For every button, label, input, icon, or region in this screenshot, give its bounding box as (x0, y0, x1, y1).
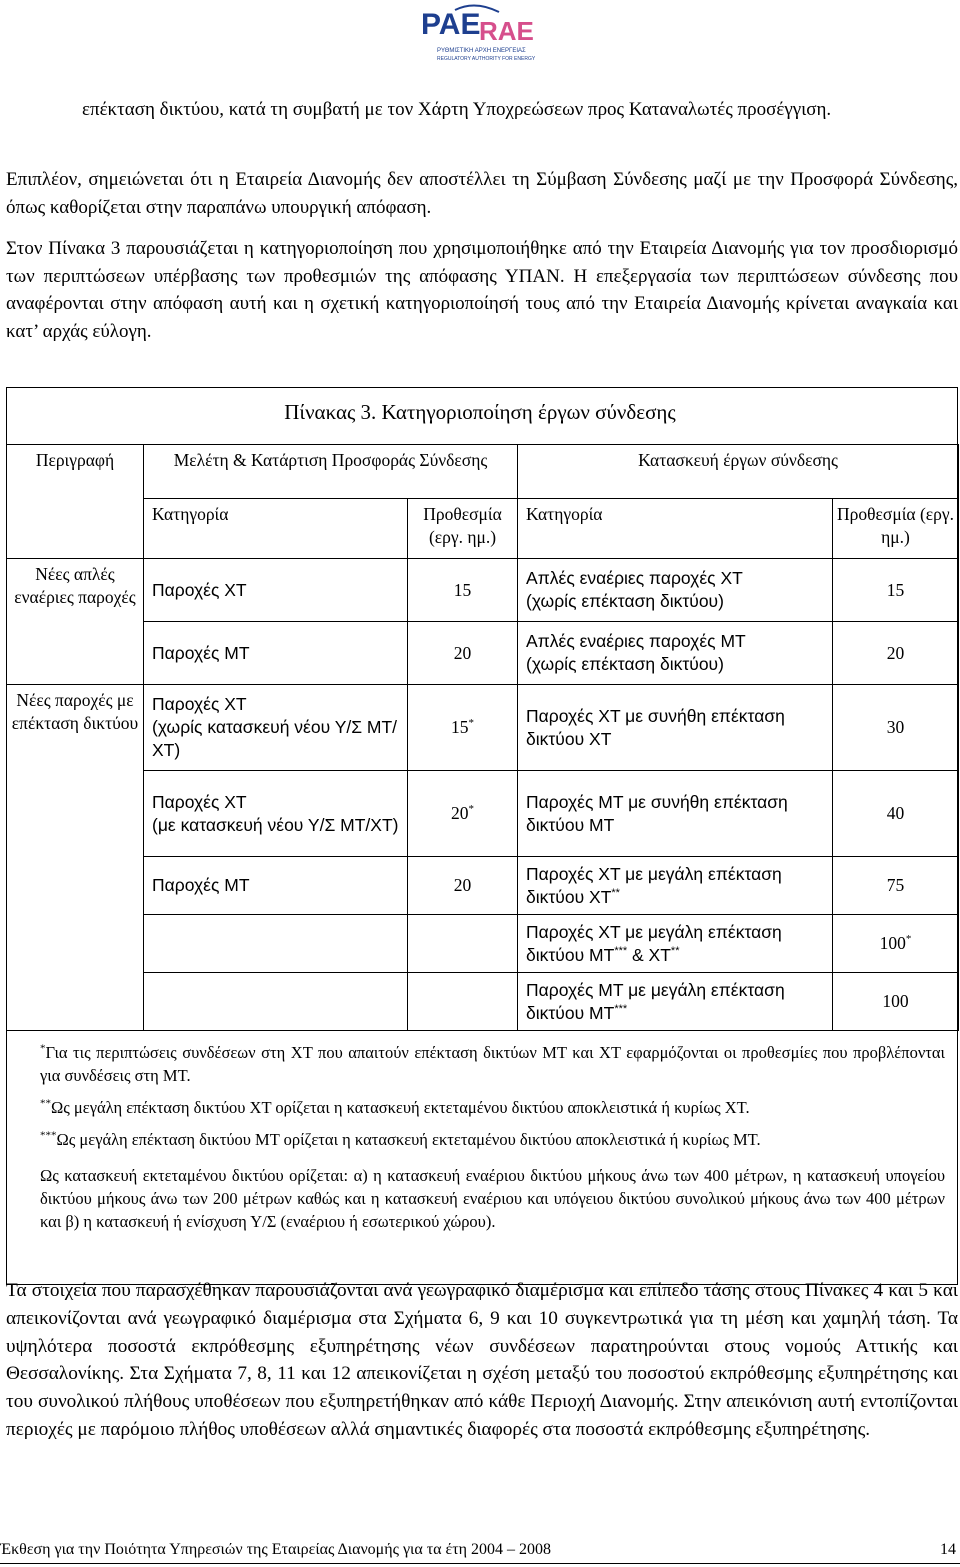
paragraph-1: επέκταση δικτύου, κατά τη συμβατή με τον Χάρτη Υποχρεώσεων προς Καταναλωτές προσέγγιση. (82, 99, 832, 120)
note-4: Ως κατασκευή εκτεταμένου δικτύου ορίζεται: α) η κατασκευή εναέριου δικτύου μήκους άνω των 400 μέτρων, η κατασκευή υπογείου δικτύου μήκους άνω των 200 μέτρων καθώς και η κατασκευή εναέριου και υπόγειου δικτύου συνολικού μήκους άνω των 400 μέτρων και β) η κατασκευή ή ενίσχυση Υ/Σ (εναέριου ή εσωτερικού χώρου). (40, 1166, 945, 1231)
row3-constr-deadline: 30 (833, 685, 959, 771)
row6-deadline-empty (408, 915, 518, 973)
row6-constr-category: Παροχές ΧΤ με μεγάλη επέκταση δικτύου ΜΤ*** & ΧΤ** (518, 915, 833, 973)
note-1: *Για τις περιπτώσεις συνδέσεων στη ΧΤ που απαιτούν επέκταση δικτύων ΜΤ και ΧΤ εφαρμόζονται οι προθεσμίες που προβλέπονται για συνδέσεις στη ΜΤ. (40, 1042, 945, 1085)
row5-study-deadline: 20 (408, 857, 518, 915)
paragraph-3: Στον Πίνακα 3 παρουσιάζεται η κατηγοριοποίηση που χρησιμοποιήθηκε από την Εταιρεία Διανομής για τον προσδιορισμό των περιπτώσεων υπέρβασης των προθεσμιών της απόφασης ΥΠΑΝ. Η επεξεργασία των περιπτώσεων σύνδεσης που αναφέρονται στην απόφαση αυτή και η σχετική κατηγοριοποίησή τους από την Εταιρεία Διανομής κρίνεται αναγκαία και κατ’ αρχάς εύλογη. (6, 238, 958, 342)
row5-constr-deadline: 75 (833, 857, 959, 915)
rae-logo (415, 2, 545, 64)
row3-study-category: Παροχές ΧΤ (χωρίς κατασκευή νέου Υ/Σ ΜΤ/ΧΤ) (144, 685, 408, 771)
row4-study-deadline: 20* (408, 771, 518, 857)
header-constr-category: Κατηγορία (518, 499, 833, 559)
footer-text: Έκθεση για την Ποιότητα Υπηρεσιών της Εταιρείας Διανομής για τα έτη 2004 – 2008 (0, 1541, 552, 1558)
row5-study-category: Παροχές ΜΤ (144, 857, 408, 915)
header-study-deadline: Προθεσμία (εργ. ημ.) (408, 499, 518, 559)
row6-study-empty (144, 915, 408, 973)
logo-line2: REGULATORY AUTHORITY FOR ENERGY (437, 56, 536, 62)
header-constr-deadline: Προθεσμία (εργ. ημ.) (833, 499, 959, 559)
logo-text-rae: RAE (479, 16, 534, 46)
note-2: **Ως μεγάλη επέκταση δικτύου ΧΤ ορίζεται η κατασκευή εκτεταμένου δικτύου αποκλειστικά ή κυρίως ΧΤ. (40, 1097, 750, 1117)
row6-constr-deadline: 100* (833, 915, 959, 973)
note-3: ***Ως μεγάλη επέκταση δικτύου ΜΤ ορίζεται η κατασκευή εκτεταμένου δικτύου αποκλειστικά ή κυρίως ΜΤ. (40, 1129, 761, 1149)
header-description: Περιγραφή (7, 445, 144, 559)
paragraph-4: Τα στοιχεία που παρασχέθηκαν παρουσιάζονται ανά γεωγραφικό διαμέρισμα και επίπεδο τάσης στους Πίνακες 4 και 5 και απεικονίζονται ανά γεωγραφικό διαμέρισμα στα Σχήματα 6, 9 και 10 συγκεντρωτικά για τη μέση και χαμηλή τάση. Τα υψηλότερα ποσοστά εκπρόθεσμης εξυπηρέτησης νέων συνδέσεων παρατηρούνται στους νομούς Αττικής και Θεσσαλονίκης. Στα Σχήματα 7, 8, 11 και 12 απεικονίζεται η σχέση μεταξύ του ποσοστού εκπρόθεσμης εξυπηρέτησης και του συνολικού πλήθους υποθέσεων που εξυπηρετήθηκαν από κάθε Περιοχή Διανομής. Στην απεικόνιση αυτή εντοπίζονται περιοχές με παρόμοιο πλήθος υποθέσεων αλλά σημαντικές διαφορές στα ποσοστά εκπρόθεσμης εξυπηρέτησης. (6, 1280, 958, 1440)
row2-study-deadline: 20 (408, 622, 518, 685)
group-network-extension: Νέες παροχές με επέκταση δικτύου (7, 685, 144, 1031)
row5-constr-category: Παροχές ΧΤ με μεγάλη επέκταση δικτύου ΧΤ** (518, 857, 833, 915)
header-study: Μελέτη & Κατάρτιση Προσφοράς Σύνδεσης (144, 445, 518, 499)
row1-study-deadline: 15 (408, 559, 518, 622)
row2-constr-category: Απλές εναέριες παροχές ΜΤ (χωρίς επέκταση δικτύου) (518, 622, 833, 685)
row1-study-category: Παροχές ΧΤ (144, 559, 408, 622)
row1-constr-deadline: 15 (833, 559, 959, 622)
row3-study-deadline: 15* (408, 685, 518, 771)
row7-constr-category: Παροχές ΜΤ με μεγάλη επέκταση δικτύου ΜΤ*** (518, 973, 833, 1031)
row1-constr-category: Απλές εναέριες παροχές ΧΤ (χωρίς επέκταση δικτύου) (518, 559, 833, 622)
row7-deadline-empty (408, 973, 518, 1031)
header-study-category: Κατηγορία (144, 499, 408, 559)
row4-constr-deadline: 40 (833, 771, 959, 857)
paragraph-2: Επιπλέον, σημειώνεται ότι η Εταιρεία Διανομής δεν αποστέλλει τη Σύμβαση Σύνδεσης μαζί με την Προσφορά Σύνδεσης, όπως καθορίζεται στην παραπάνω υπουργική απόφαση. (6, 169, 958, 218)
logo-line1: ΡΥΘΜΙΣΤΙΚΗ ΑΡΧΗ ΕΝΕΡΓΕΙΑΣ (437, 48, 526, 54)
row7-study-empty (144, 973, 408, 1031)
row4-constr-category: Παροχές ΜΤ με συνήθη επέκταση δικτύου ΜΤ (518, 771, 833, 857)
logo-text-pae: PAE (421, 8, 481, 41)
row2-study-category: Παροχές ΜΤ (144, 622, 408, 685)
row2-constr-deadline: 20 (833, 622, 959, 685)
connection-categories-table (6, 444, 959, 1031)
header-construction: Κατασκευή έργων σύνδεσης (518, 445, 959, 499)
page-number: 14 (940, 1541, 956, 1558)
row7-constr-deadline: 100 (833, 973, 959, 1031)
footer-rule (0, 1563, 960, 1564)
table-title: Πίνακας 3. Κατηγοριοποίηση έργων σύνδεσης (284, 400, 676, 424)
group-simple-overhead: Νέες απλές εναέριες παροχές (7, 559, 144, 685)
row4-study-category: Παροχές ΧΤ (με κατασκευή νέου Υ/Σ ΜΤ/ΧΤ) (144, 771, 408, 857)
row3-constr-category: Παροχές ΧΤ με συνήθη επέκταση δικτύου ΧΤ (518, 685, 833, 771)
